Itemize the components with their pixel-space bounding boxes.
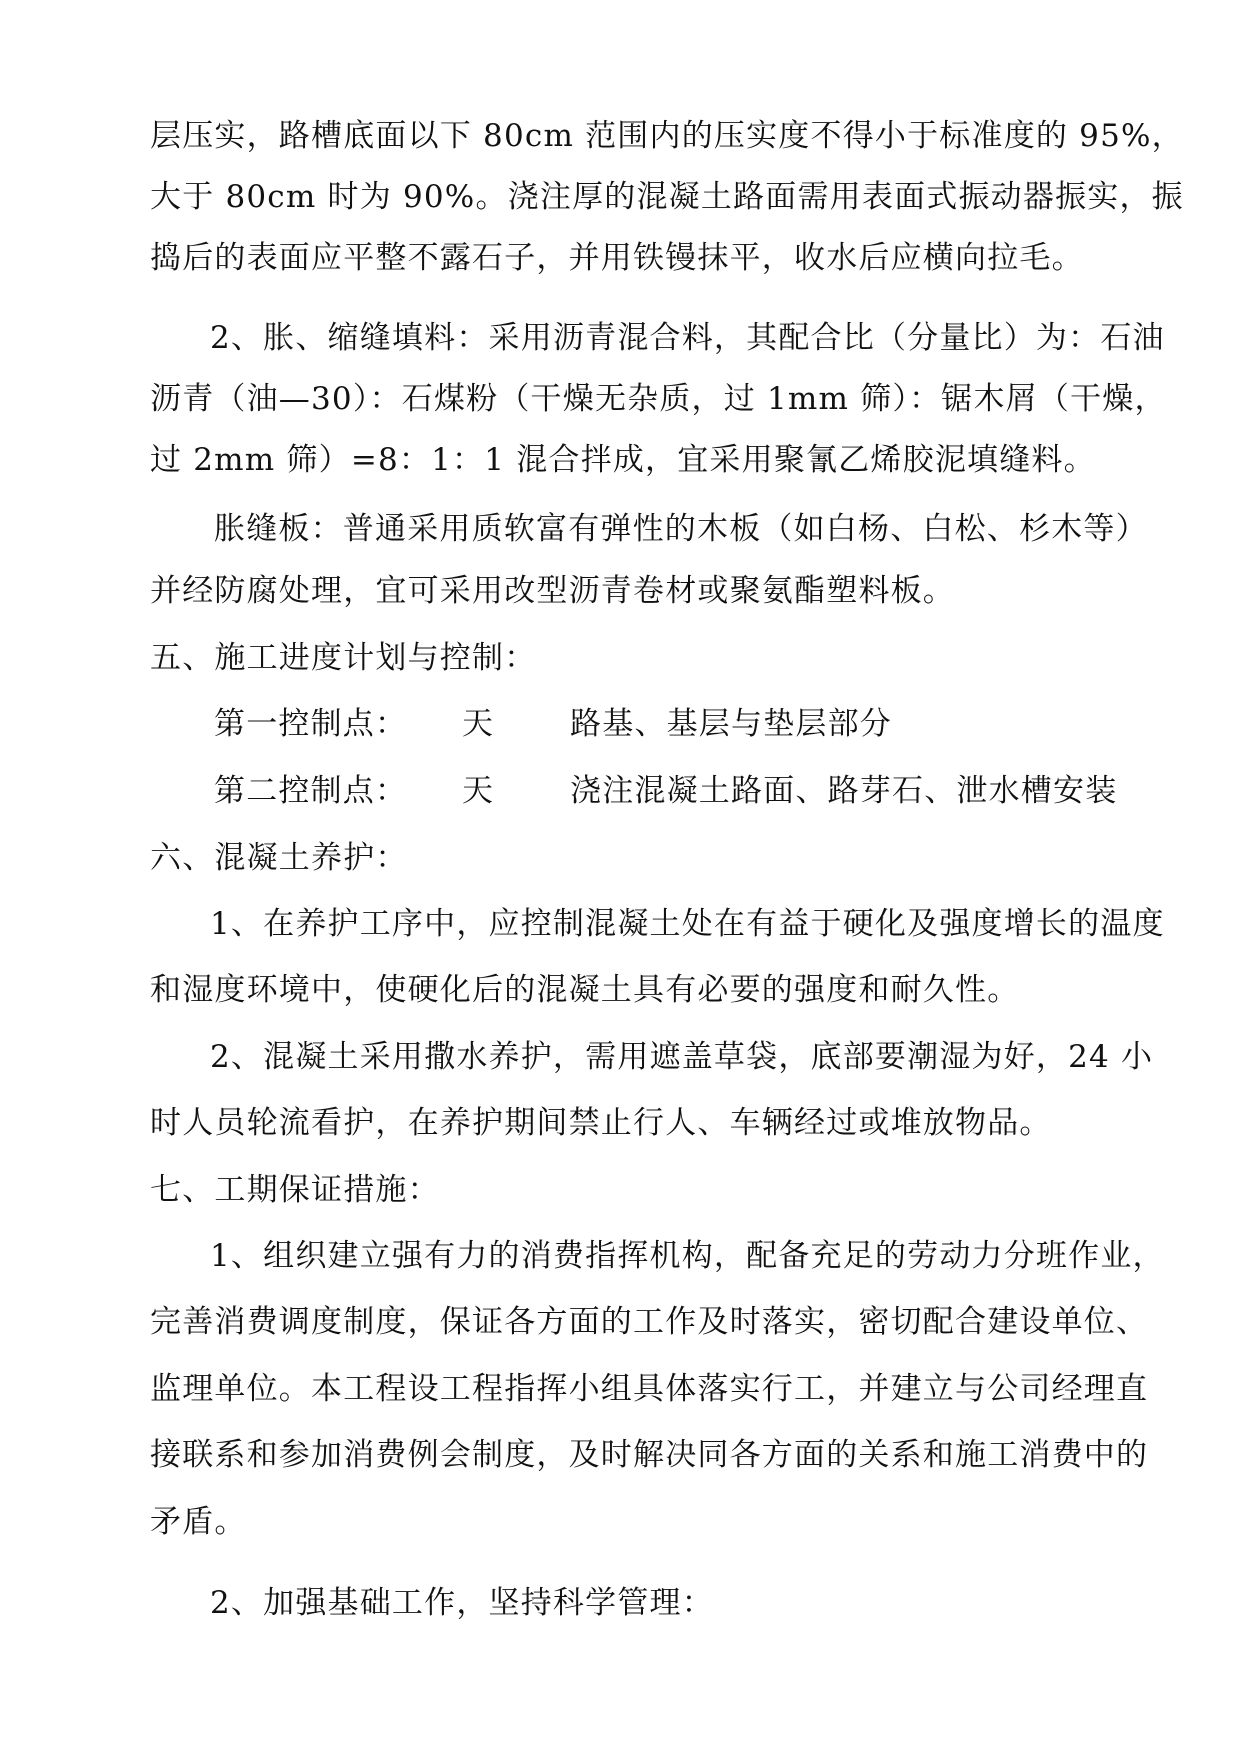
paragraph-line: 接联系和参加消费例会制度，及时解决同各方面的关系和施工消费中的 [150,1437,1149,1473]
paragraph-line: 2、混凝土采用撒水养护，需用遮盖草袋，底部要潮湿为好，24 小 [210,1039,1154,1075]
paragraph-line: 和湿度环境中，使硬化后的混凝土具有必要的强度和耐久性。 [150,972,1020,1008]
section-heading: 七、工期保证措施： [150,1172,440,1208]
paragraph-line: 沥青（油—30）：石煤粉（干燥无杂质，过 1mm 筛）：锯木屑（干燥， [150,381,1167,417]
paragraph-line: 层压实，路槽底面以下 80cm 范围内的压实度不得小于标准度的 95%， [150,118,1184,154]
control-point-label: 第二控制点： [214,773,408,809]
section-heading: 五、施工进度计划与控制： [150,640,537,676]
paragraph-line: 过 2mm 筛）=8：1：1 混合拌成，宜采用聚氰乙烯胶泥填缝料。 [150,442,1096,478]
control-point-desc: 浇注混凝土路面、路芽石、泄水槽安装 [570,773,1118,809]
control-point-desc: 路基、基层与垫层部分 [570,706,892,742]
paragraph-line: 捣后的表面应平整不露石子，并用铁镘抹平，收水后应横向拉毛。 [150,240,1084,276]
control-point-unit: 天 [462,706,493,742]
section-heading: 六、混凝土养护： [150,840,408,876]
paragraph-line: 监理单位。本工程设工程指挥小组具体落实行工，并建立与公司经理直 [150,1371,1149,1407]
paragraph-line: 大于 80cm 时为 90%。浇注厚的混凝土路面需用表面式振动器振实，振 [150,179,1184,215]
paragraph-line: 时人员轮流看护，在养护期间禁止行人、车辆经过或堆放物品。 [150,1105,1052,1141]
control-point-label: 第一控制点： [214,706,408,742]
paragraph-line: 完善消费调度制度，保证各方面的工作及时落实，密切配合建设单位、 [150,1304,1149,1340]
paragraph-line: 胀缝板：普通采用质软富有弹性的木板（如白杨、白松、杉木等） [214,511,1148,547]
paragraph-line: 2、胀、缩缝填料：采用沥青混合料，其配合比（分量比）为：石油 [210,320,1165,356]
paragraph-line: 1、组织建立强有力的消费指挥机构，配备充足的劳动力分班作业， [210,1238,1165,1274]
paragraph-line: 2、加强基础工作，坚持科学管理： [210,1585,714,1621]
paragraph-line: 并经防腐处理，宜可采用改型沥青卷材或聚氨酯塑料板。 [150,573,955,609]
paragraph-line: 矛盾。 [150,1504,247,1540]
control-point-unit: 天 [462,773,493,809]
paragraph-line: 1、在养护工序中，应控制混凝土处在有益于硬化及强度增长的温度 [210,906,1165,942]
